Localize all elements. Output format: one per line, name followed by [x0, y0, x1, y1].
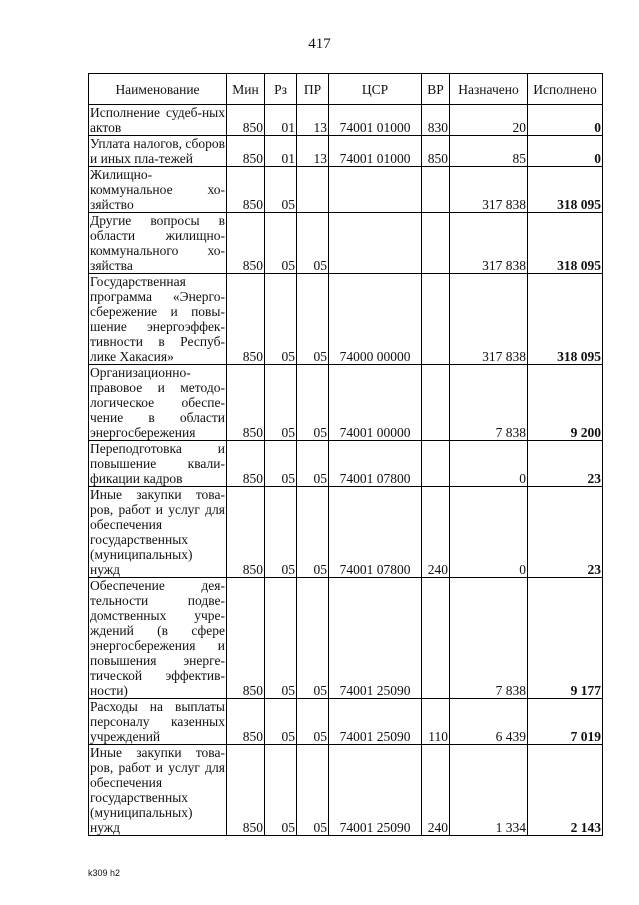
cell-rz: 05 — [265, 274, 297, 365]
cell-rz: 05 — [265, 365, 297, 441]
header-pr: ПР — [297, 74, 329, 105]
cell-executed: 23 — [528, 441, 603, 487]
cell-min: 850 — [227, 213, 265, 274]
cell-assigned: 0 — [450, 487, 528, 578]
cell-rz: 05 — [265, 441, 297, 487]
cell-vr: 240 — [422, 487, 450, 578]
cell-csr: 74001 25090 — [329, 699, 422, 745]
cell-pr — [297, 167, 329, 213]
table-row — [89, 699, 603, 745]
header-assigned: Назначено — [450, 74, 528, 105]
cell-rz: 05 — [265, 699, 297, 745]
cell-name: Расходы на выплаты персоналу казенных учреждений — [90, 699, 225, 744]
header-csr: ЦСР — [329, 74, 422, 105]
cell-vr — [422, 213, 450, 274]
cell-csr: 74000 00000 — [329, 274, 422, 365]
cell-name: Уплата налогов, сборов и иных пла-тежей — [90, 136, 225, 166]
cell-pr: 05 — [297, 578, 329, 699]
table-row — [89, 578, 603, 699]
cell-assigned: 20 — [450, 105, 528, 136]
cell-executed: 23 — [528, 487, 603, 578]
cell-csr: 74001 25090 — [329, 578, 422, 699]
header-executed: Исполнено — [528, 74, 603, 105]
cell-assigned: 0 — [450, 441, 528, 487]
page-number: 417 — [308, 36, 331, 52]
cell-pr: 05 — [297, 699, 329, 745]
cell-min: 850 — [227, 487, 265, 578]
table-row — [89, 745, 603, 836]
cell-executed: 0 — [528, 136, 603, 167]
cell-vr: 850 — [422, 136, 450, 167]
table-body — [89, 105, 603, 836]
cell-executed: 9 200 — [528, 365, 603, 441]
table-row — [89, 274, 603, 365]
cell-rz: 05 — [265, 745, 297, 836]
cell-vr — [422, 578, 450, 699]
cell-name: Исполнение судеб-ных актов — [90, 105, 225, 135]
cell-assigned: 7 838 — [450, 365, 528, 441]
cell-name: Обеспечение дея-тельности подве-домственных учре-ждений (в сфере энергосбережения и повышения энерге-тической эффектив-ности) — [90, 578, 225, 698]
cell-assigned: 1 334 — [450, 745, 528, 836]
table-row — [89, 487, 603, 578]
cell-pr: 05 — [297, 274, 329, 365]
cell-name: Иные закупки това-ров, работ и услуг для обеспечения государственных (муниципальных) нужд — [90, 487, 225, 577]
cell-min: 850 — [227, 136, 265, 167]
cell-pr: 13 — [297, 136, 329, 167]
cell-rz: 05 — [265, 578, 297, 699]
cell-vr — [422, 441, 450, 487]
cell-assigned: 85 — [450, 136, 528, 167]
cell-csr: 74001 07800 — [329, 441, 422, 487]
cell-csr — [329, 167, 422, 213]
cell-assigned: 6 439 — [450, 699, 528, 745]
cell-executed: 9 177 — [528, 578, 603, 699]
cell-rz: 01 — [265, 105, 297, 136]
cell-csr — [329, 213, 422, 274]
table-header-row — [89, 74, 603, 105]
cell-executed: 2 143 — [528, 745, 603, 836]
cell-rz: 05 — [265, 213, 297, 274]
table-row — [89, 441, 603, 487]
cell-csr: 74001 00000 — [329, 365, 422, 441]
cell-name: Переподготовка и повышение квали-фикации кадров — [90, 441, 225, 486]
cell-assigned: 7 838 — [450, 578, 528, 699]
cell-csr: 74001 01000 — [329, 105, 422, 136]
cell-assigned: 317 838 — [450, 213, 528, 274]
cell-name: Жилищно-коммунальное хо-зяйство — [90, 167, 225, 212]
cell-pr: 13 — [297, 105, 329, 136]
cell-executed: 318 095 — [528, 274, 603, 365]
cell-executed: 318 095 — [528, 213, 603, 274]
cell-name: Государственная программа «Энерго-сбережение и повы-шение энергоэффек-тивности в Респуб-лике Хакасия» — [90, 274, 225, 364]
cell-csr: 74001 01000 — [329, 136, 422, 167]
cell-name: Организационно-правовое и методо-логическое обеспе-чение в области энергосбережения — [90, 365, 225, 440]
cell-pr: 05 — [297, 745, 329, 836]
cell-rz: 05 — [265, 167, 297, 213]
cell-assigned: 317 838 — [450, 167, 528, 213]
cell-name: Другие вопросы в области жилищно-коммунального хо-зяйства — [90, 213, 225, 273]
cell-name: Иные закупки това-ров, работ и услуг для обеспечения государственных (муниципальных) нужд — [90, 745, 225, 835]
cell-executed: 0 — [528, 105, 603, 136]
table-row — [89, 213, 603, 274]
cell-min: 850 — [227, 699, 265, 745]
table-row — [89, 167, 603, 213]
cell-pr: 05 — [297, 365, 329, 441]
cell-min: 850 — [227, 578, 265, 699]
cell-min: 850 — [227, 365, 265, 441]
header-min: Мин — [227, 74, 265, 105]
footer-code: k309 h2 — [88, 868, 121, 878]
cell-min: 850 — [227, 441, 265, 487]
cell-min: 850 — [227, 274, 265, 365]
header-vr: ВР — [422, 74, 450, 105]
cell-vr — [422, 167, 450, 213]
cell-pr: 05 — [297, 213, 329, 274]
cell-csr: 74001 07800 — [329, 487, 422, 578]
cell-vr — [422, 274, 450, 365]
cell-vr: 830 — [422, 105, 450, 136]
cell-min: 850 — [227, 167, 265, 213]
cell-rz: 05 — [265, 487, 297, 578]
cell-assigned: 317 838 — [450, 274, 528, 365]
table-row — [89, 105, 603, 136]
cell-pr: 05 — [297, 441, 329, 487]
cell-vr — [422, 365, 450, 441]
cell-min: 850 — [227, 105, 265, 136]
cell-csr: 74001 25090 — [329, 745, 422, 836]
cell-executed: 7 019 — [528, 699, 603, 745]
cell-vr: 240 — [422, 745, 450, 836]
header-name: Наименование — [89, 74, 227, 105]
header-rz: Рз — [265, 74, 297, 105]
budget-table — [88, 73, 603, 836]
cell-executed: 318 095 — [528, 167, 603, 213]
table-row — [89, 136, 603, 167]
cell-pr: 05 — [297, 487, 329, 578]
table-row — [89, 365, 603, 441]
cell-min: 850 — [227, 745, 265, 836]
cell-vr: 110 — [422, 699, 450, 745]
cell-rz: 01 — [265, 136, 297, 167]
